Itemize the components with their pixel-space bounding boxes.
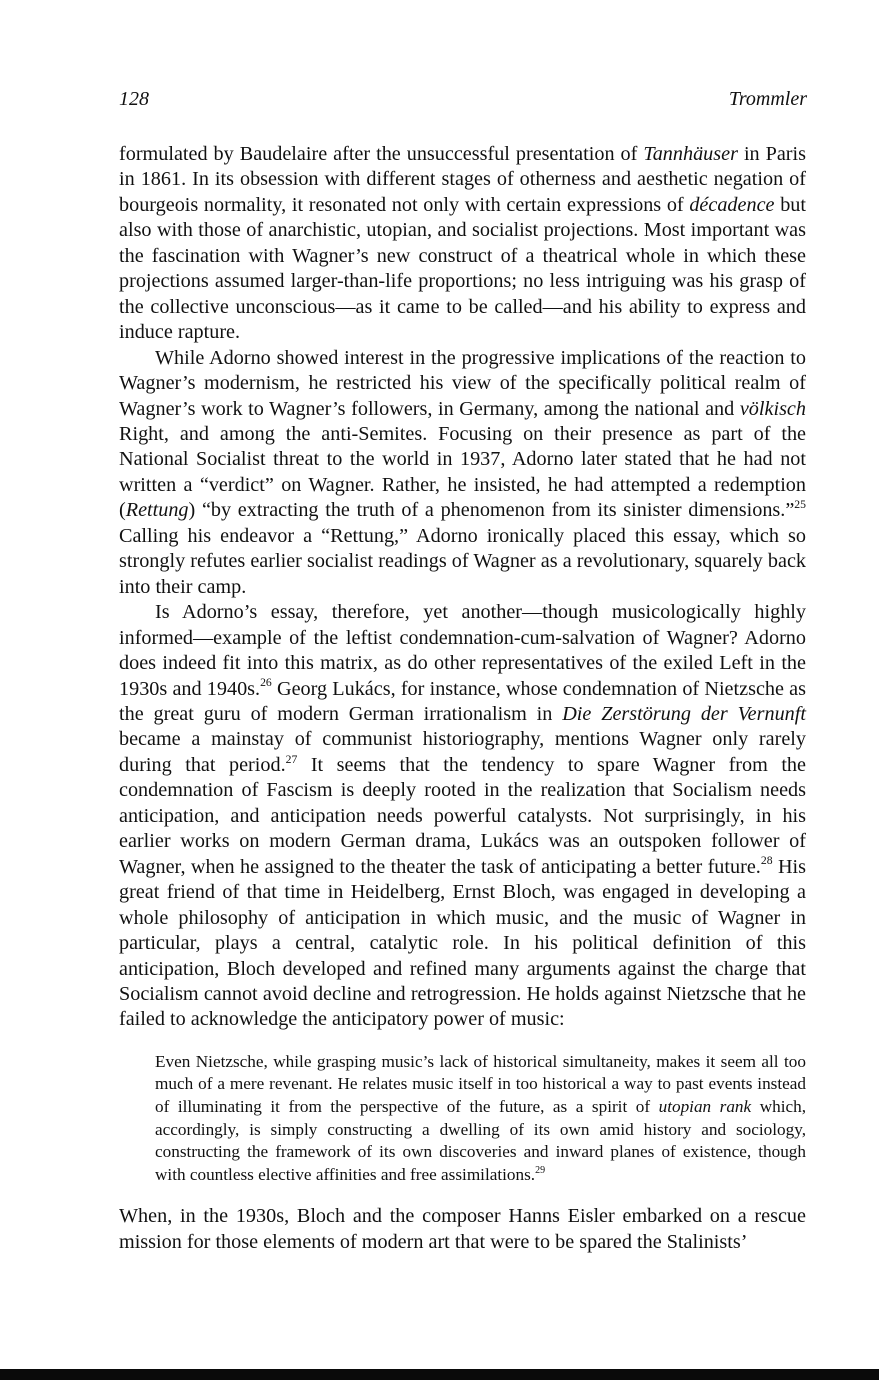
text-run: but also with those of anarchistic, utopian, and socialist projections. Most important was the fascination with Wagner’s new construct of a theatrical whole in which these projections assumed larger-than-life proportions; no less intriguing was his grasp of the collective unconscious—as it came to be called—and his ability to express and induce rapture.	[119, 193, 806, 344]
page-header	[119, 88, 807, 118]
paragraph	[119, 1204, 806, 1255]
italic-text: völkisch	[739, 397, 806, 420]
text-run: which, accordingly, is simply constructing a dwelling of its own amid history and sociology, constructing the framework of its own discoveries and inward planes of existence, though with countless elective affinities and free assimilations.	[155, 1097, 806, 1184]
scan-edge-bar	[0, 1369, 879, 1380]
text-run: Right, and among the anti-Semites. Focusing on their presence as part of the National Socialist threat to the world in 1937, Adorno later stated that he had not written a “verdict” on Wagner. Rather, he insisted, he had attempted a redemption (	[119, 422, 806, 522]
italic-text: Rettung	[125, 499, 189, 522]
running-head: Trommler	[728, 88, 807, 110]
text-run: Is Adorno’s essay, therefore, yet another—though musicologically highly informed—example of the leftist condemnation-cum-salvation of Wagner? Adorno does indeed fit into this matrix, as do other representatives of the exiled Left in the 1930s and 1940s.	[119, 601, 806, 700]
paragraph	[119, 142, 806, 346]
italic-text: décadence	[689, 193, 775, 216]
block-quote	[155, 1051, 806, 1187]
footnote-ref: 29	[535, 1164, 546, 1176]
italic-text: Tannhäuser	[643, 143, 738, 165]
italic-text: utopian rank	[658, 1097, 752, 1117]
footnote-ref: 28	[760, 854, 773, 868]
footnote-ref: 25	[794, 498, 806, 512]
text-run: ) “by extracting the truth of a phenomenon from its sinister dimensions.”	[188, 499, 795, 522]
footnote-ref: 27	[285, 752, 298, 766]
text-run: Calling his endeavor a “Rettung,” Adorno ironically placed this essay, which so strongly refutes earlier socialist readings of Wagner as a revolutionary, squarely back into their camp.	[119, 524, 806, 598]
text-run: in Paris in 1861. In its obsession with different stages of otherness and aesthetic negation of bourgeois normality, it resonated not only with certain expressions of	[119, 143, 806, 216]
page-body	[119, 142, 806, 1255]
text-run: While Adorno showed interest in the progressive implications of the reaction to Wagner’s modernism, he restricted his view of the specifically political realm of Wagner’s work to Wagner’s followers, in Germany, among the national and	[119, 346, 806, 420]
footnote-ref: 26	[260, 676, 272, 690]
page-number: 128	[119, 88, 149, 110]
text-run: Even Nietzsche, while grasping music’s lack of historical simultaneity, makes it seem all too much of a mere revenant. He relates music itself in too historical a way to past events instead of illuminating it from the perspective of the future, as a spirit of	[155, 1051, 806, 1117]
italic-text: Die Zerstörung der Vernunft	[562, 702, 806, 725]
text-run: formulated by Baudelaire after the unsuccessful presentation of	[119, 143, 644, 165]
text-run: When, in the 1930s, Bloch and the composer Hanns Eisler embarked on a rescue mission for those elements of modern art that were to be spared the Stalinists’	[119, 1205, 806, 1253]
text-run: It seems that the tendency to spare Wagner from the condemnation of Fascism is deeply rooted in the realization that Socialism needs anticipation, and anticipation needs powerful catalysts. Not surprisingly, in his earlier works on modern German drama, Lukács was an outspoken follower of Wagner, when he assigned to the theater the task of anticipating a better future.	[119, 753, 806, 878]
text-run: Georg Lukács, for instance, whose condemnation of Nietzsche as the great guru of modern German irrationalism in	[119, 677, 806, 725]
paragraph	[119, 600, 806, 1033]
text-run: became a mainstay of communist historiography, mentions Wagner only rarely during that period.	[119, 728, 806, 776]
paragraph	[119, 346, 806, 601]
text-run: His great friend of that time in Heidelberg, Ernst Bloch, was engaged in developing a whole philosophy of anticipation in which music, and the music of Wagner in particular, plays a central, catalytic role. In his political definition of this anticipation, Bloch developed and refined many arguments against the charge that Socialism cannot avoid decline and retrogression. He holds against Nietzsche that he failed to acknowledge the anticipatory power of music:	[119, 855, 806, 1031]
